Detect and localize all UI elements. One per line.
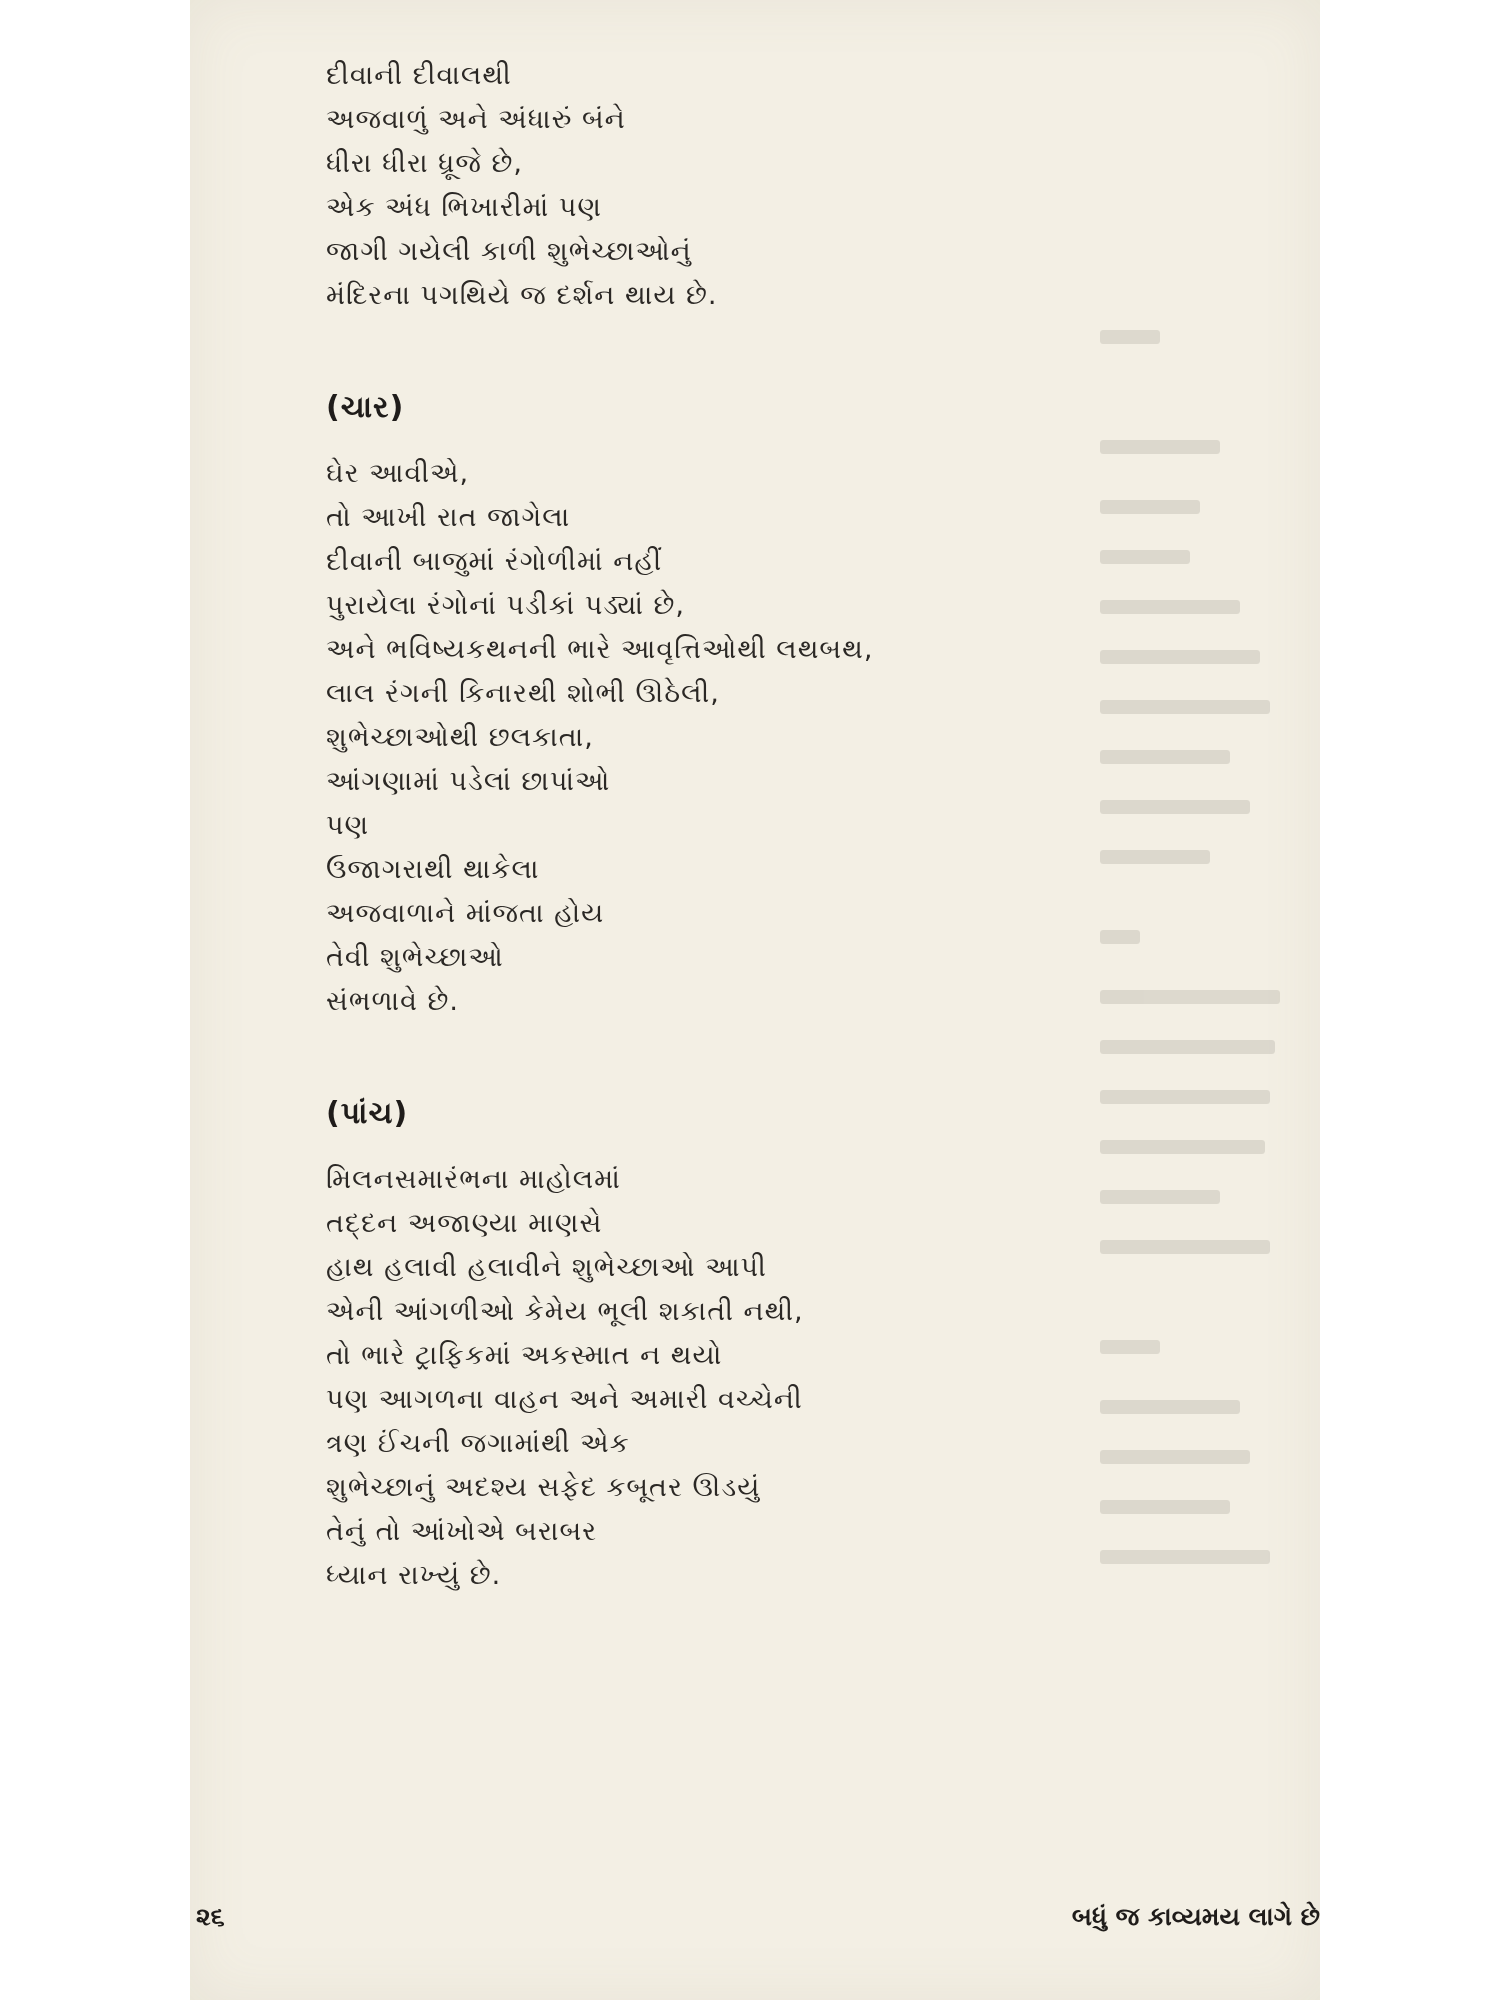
reverse-page-show-through: [1100, 330, 1300, 1870]
stanza-heading: (પાંચ): [326, 1096, 409, 1131]
show-through-line: [1100, 550, 1190, 564]
poem-line: તો આખી રાત જાગેલા: [326, 502, 571, 533]
poem-line: તો ભારે ટ્રાફિકમાં અકસ્માત ન થયો: [326, 1340, 723, 1371]
poem-line: આંગણામાં પડેલાં છાપાંઓ: [326, 766, 611, 797]
stanza-heading: (ચાર): [326, 390, 405, 425]
poem-line: મંદિરના પગથિયે જ દર્શન થાય છે.: [326, 280, 718, 311]
poem-line: ઉજાગરાથી થાકેલા: [326, 854, 540, 885]
show-through-line: [1100, 1450, 1250, 1464]
show-through-line: [1100, 750, 1230, 764]
poem-line: એની આંગળીઓ કેમેય ભૂલી શકાતી નથી,: [326, 1296, 804, 1327]
show-through-line: [1100, 330, 1160, 344]
poem-line: દીવાની દીવાલથી: [326, 60, 512, 91]
poem-line: ઘેર આવીએ,: [326, 458, 470, 489]
poem-line: લાલ રંગની કિનારથી શોભી ઊઠેલી,: [326, 678, 720, 709]
poem-body: [326, 54, 873, 1598]
stanza-intro: [326, 54, 873, 318]
poem-line: તદ્દન અજાણ્યા માણસે: [326, 1208, 603, 1239]
heading-gap: [326, 438, 873, 452]
show-through-line: [1100, 1340, 1160, 1354]
poem-line: પુરાયેલા રંગોનાં પડીકાં પડ્યાં છે,: [326, 590, 685, 621]
stanza-four: [326, 378, 873, 1024]
poem-line: તેવી શુભેચ્છાઓ: [326, 942, 504, 973]
stanza-gap: [326, 318, 873, 378]
poem-line: અજવાળાને માંજતા હોય: [326, 898, 605, 929]
poem-line: જાગી ગયેલી કાળી શુભેચ્છાઓનું: [326, 236, 692, 267]
poem-line: ધીરા ધીરા ધ્રૂજે છે,: [326, 148, 523, 179]
stanza-five: [326, 1084, 873, 1598]
show-through-line: [1100, 1040, 1275, 1054]
show-through-line: [1100, 1500, 1230, 1514]
poem-line: ધ્યાન રાખ્યું છે.: [326, 1560, 502, 1591]
show-through-line: [1100, 1400, 1240, 1414]
poem-line: મિલનસમારંભના માહોલમાં: [326, 1164, 621, 1195]
poem-line: શુભેચ્છાઓથી છલકાતા,: [326, 722, 594, 753]
show-through-line: [1100, 600, 1240, 614]
show-through-line: [1100, 440, 1220, 454]
show-through-line: [1100, 500, 1200, 514]
poem-line: સંભળાવે છે.: [326, 986, 460, 1017]
show-through-line: [1100, 1550, 1270, 1564]
stanza-gap: [326, 1024, 873, 1084]
poem-line: ત્રણ ઈંચની જગામાંથી એક: [326, 1428, 630, 1459]
poem-line: એક અંધ ભિખારીમાં પણ: [326, 192, 602, 223]
show-through-line: [1100, 800, 1250, 814]
show-through-line: [1100, 1140, 1265, 1154]
heading-gap: [326, 1144, 873, 1158]
show-through-line: [1100, 650, 1260, 664]
show-through-line: [1100, 700, 1270, 714]
poem-line: પણ: [326, 810, 370, 841]
poem-line: અને ભવિષ્યકથનની ભારે આવૃત્તિઓથી લથબથ,: [326, 634, 874, 665]
running-title: બધું જ કાવ્યમય લાગે છે: [1071, 1902, 1320, 1931]
show-through-line: [1100, 850, 1210, 864]
poem-line: તેનું તો આંખોએ બરાબર: [326, 1516, 598, 1547]
show-through-line: [1100, 990, 1280, 1004]
page-number: ૨૬: [196, 1902, 225, 1931]
show-through-line: [1100, 1090, 1270, 1104]
poem-line: અજવાળું અને અંધારું બંને: [326, 104, 626, 135]
show-through-line: [1100, 1240, 1270, 1254]
poem-line: દીવાની બાજુમાં રંગોળીમાં નહીં: [326, 546, 663, 577]
poem-line: હાથ હલાવી હલાવીને શુભેચ્છાઓ આપી: [326, 1252, 767, 1283]
poem-line: શુભેચ્છાનું અદશ્ય સફેદ કબૂતર ઊડયું: [326, 1472, 761, 1503]
show-through-line: [1100, 930, 1140, 944]
show-through-line: [1100, 1190, 1220, 1204]
poem-line: પણ આગળના વાહન અને અમારી વચ્ચેની: [326, 1384, 803, 1415]
